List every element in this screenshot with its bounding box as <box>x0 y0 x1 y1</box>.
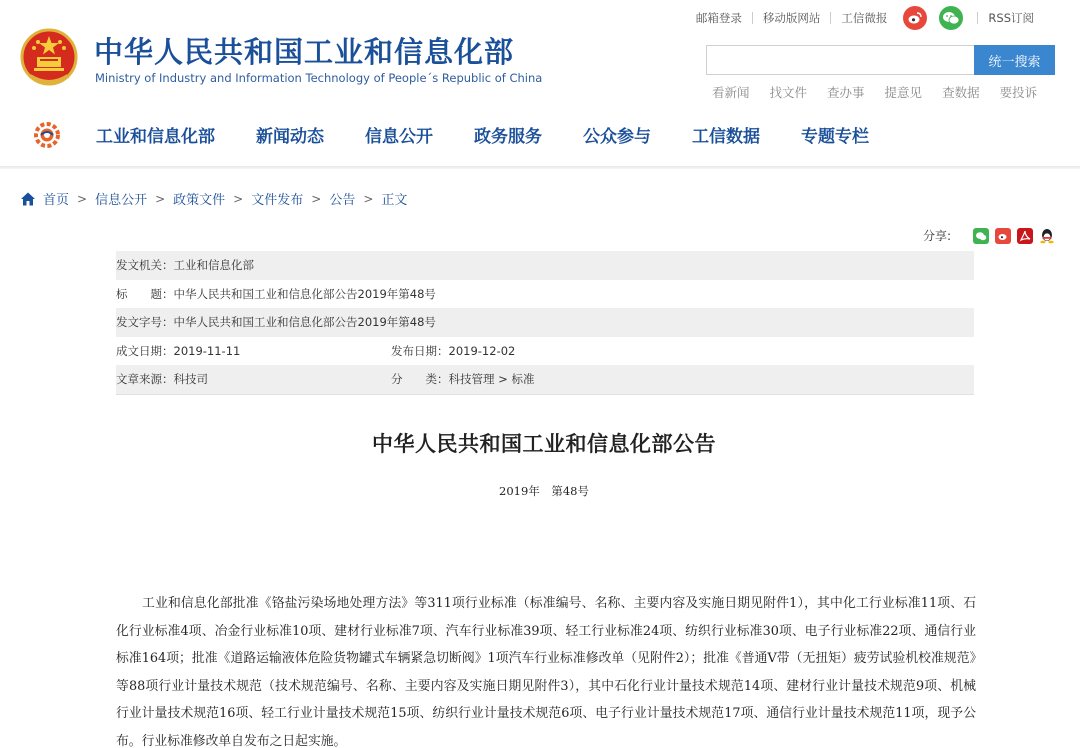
meta-issuer: 发文机关：工业和信息化部 <box>116 258 254 273</box>
wechat-icon[interactable] <box>939 6 963 30</box>
meta-date-created: 成文日期：2019-11-11 <box>116 343 241 358</box>
meta-date-published: 发布日期：2019-12-02 <box>391 343 516 358</box>
quicklink-services[interactable]: 查办事 <box>827 85 865 100</box>
breadcrumb-separator: > <box>77 191 88 206</box>
main-navigation <box>96 122 910 147</box>
nav-data[interactable]: 工信数据 <box>692 127 760 147</box>
quicklink-files[interactable]: 找文件 <box>769 85 808 100</box>
national-emblem-icon[interactable] <box>20 28 78 90</box>
top-links-bar <box>686 4 1044 32</box>
quick-links <box>712 83 1037 101</box>
weibo-icon[interactable] <box>903 6 927 30</box>
search-input[interactable] <box>706 45 974 75</box>
meta-row-source <box>116 365 974 394</box>
nav-gov-services[interactable]: 政务服务 <box>474 127 542 147</box>
share-label: 分享: <box>922 229 951 243</box>
breadcrumb-info-disclosure[interactable]: 信息公开 <box>95 193 148 208</box>
meta-divider <box>116 394 974 395</box>
quicklink-data[interactable]: 查数据 <box>942 85 980 100</box>
qq-share-icon[interactable] <box>1039 228 1055 244</box>
mail-login-link[interactable]: 邮箱登录 <box>695 11 742 25</box>
meta-source: 文章来源：科技司 <box>116 372 208 387</box>
nav-news[interactable]: 新闻动态 <box>256 127 324 147</box>
meta-row-dates <box>116 337 974 366</box>
rss-link[interactable]: RSS订阅 <box>988 11 1034 25</box>
nav-public-participation[interactable]: 公众参与 <box>583 127 651 147</box>
breadcrumb-policy-files[interactable]: 政策文件 <box>173 193 226 208</box>
nav-special-topics[interactable]: 专题专栏 <box>801 127 869 147</box>
meta-row-issuer <box>116 251 974 280</box>
nav-info-disclosure[interactable]: 信息公开 <box>365 127 433 147</box>
article-title: 中华人民共和国工业和信息化部公告 <box>372 432 716 456</box>
home-icon[interactable] <box>20 191 36 207</box>
nav-miit[interactable]: 工业和信息化部 <box>96 127 215 147</box>
mobile-site-link[interactable]: 移动版网站 <box>762 11 821 25</box>
breadcrumb-current[interactable]: 正文 <box>381 193 408 208</box>
meta-row-title <box>116 280 974 309</box>
breadcrumb-separator: > <box>363 191 374 206</box>
breadcrumb-file-release[interactable]: 文件发布 <box>251 193 304 208</box>
document-meta-table <box>116 251 974 395</box>
share-bar <box>923 227 1055 244</box>
search-button[interactable]: 统一搜索 <box>974 45 1055 75</box>
site-title[interactable]: 中华人民共和国工业和信息化部 <box>94 35 515 69</box>
article-number: 2019年 第48号 <box>499 484 589 498</box>
meta-title: 标 题：中华人民共和国工业和信息化部公告2019年第48号 <box>116 286 436 301</box>
breadcrumb-separator: > <box>155 191 166 206</box>
quicklink-feedback[interactable]: 提意见 <box>884 85 923 100</box>
site-subtitle: Ministry of Industry and Information Technology of People´s Republic of China <box>95 71 543 85</box>
wechat-share-icon[interactable] <box>973 228 989 244</box>
site-header <box>0 0 1080 168</box>
breadcrumb-separator: > <box>233 191 244 206</box>
breadcrumb-announcement[interactable]: 公告 <box>329 193 356 208</box>
gear-logo-icon[interactable] <box>32 120 62 150</box>
breadcrumb-home[interactable]: 首页 <box>43 193 70 208</box>
pdf-share-icon[interactable] <box>1017 228 1033 244</box>
breadcrumb-separator: > <box>311 191 322 206</box>
quicklink-complaint[interactable]: 要投诉 <box>999 85 1038 100</box>
breadcrumb <box>20 189 407 208</box>
meta-doc-number: 发文字号：中华人民共和国工业和信息化部公告2019年第48号 <box>116 315 436 330</box>
header-divider <box>0 166 1080 169</box>
weibo-share-icon[interactable] <box>995 228 1011 244</box>
weibo-report-link[interactable]: 工信微报 <box>841 11 888 25</box>
meta-category: 分 类：科技管理 > 标准 <box>391 372 535 387</box>
article-body: 工业和信息化部批准《铬盐污染场地处理方法》等311项行业标准（标准编号、名称、主要内容及实施日期见附件1），其中化工行业标准11项、石化行业标准4项、冶金行业标准10项、建材行业标准7项、汽车行业标准39项、轻工行业标准24项、纺织行业标准30项、电子行业标准22项、通信行业标准164项；批准《道路运输液体危险货物罐式车辆紧急切断阀》1项汽车行业标准修改单（见附件2）；批准《普通V带（无扭矩）疲劳试验机校准规范》等88项行业计量技术规范（技术规范编号、名称、主要内容及实施日期见附件3），其中石化行业计量技术规范14项、建材行业计量技术规范9项、机械行业计量技术规范16项、轻工行业计量技术规范15项、纺织行业计量技术规范6项、电子行业计量技术规范17项、通信行业计量技术规范11项，现予公布。行业标准修改单自发布之日起实施。 <box>116 596 976 748</box>
meta-row-doc-number <box>116 308 974 337</box>
quicklink-news[interactable]: 看新闻 <box>712 85 750 100</box>
